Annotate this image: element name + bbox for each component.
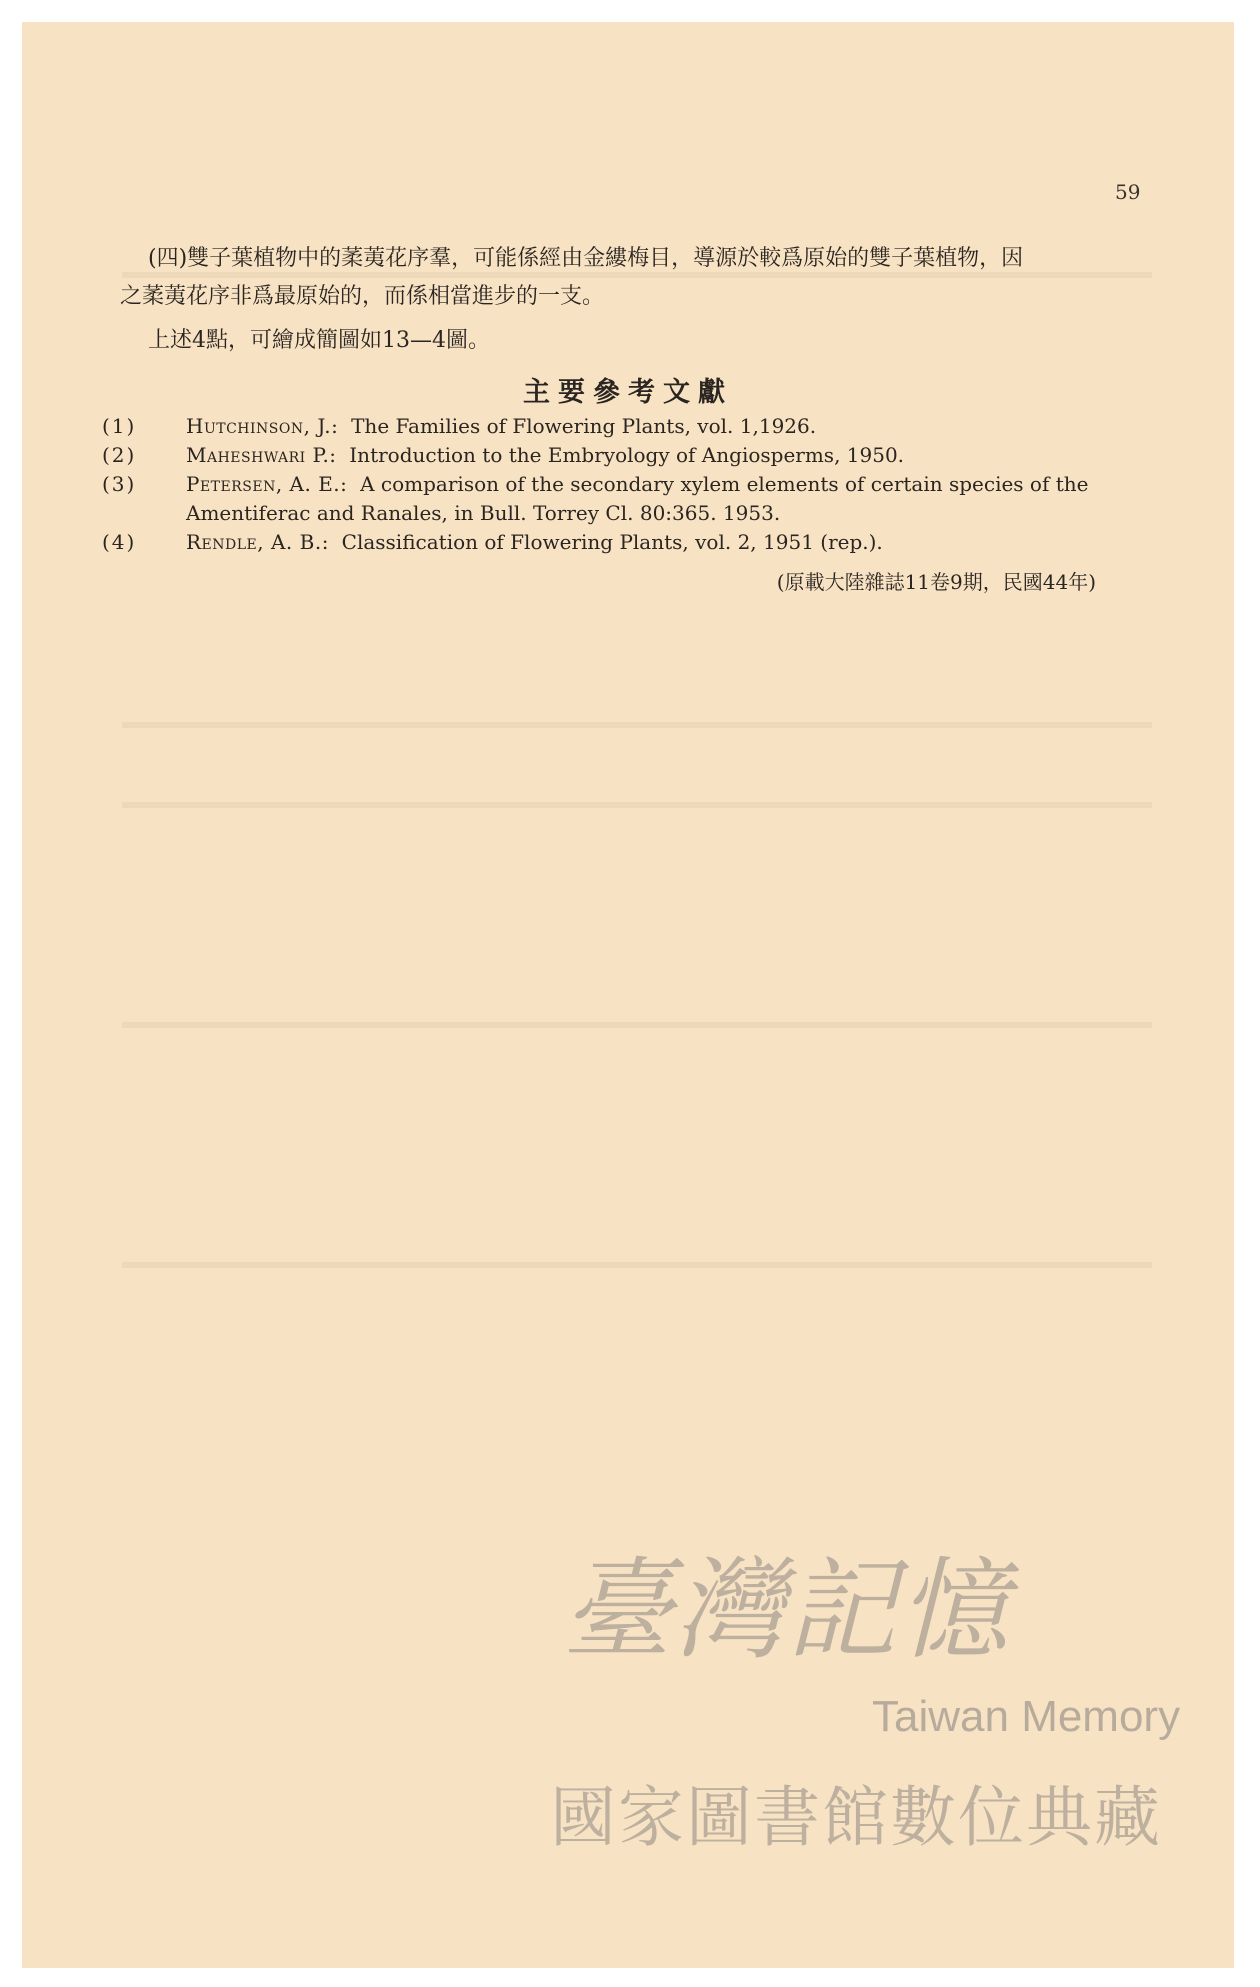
reference-item xyxy=(102,470,1182,528)
reference-number: (3) xyxy=(102,472,137,496)
bleed-through-line xyxy=(122,1262,1152,1268)
reference-author: Rendle, A. B.: xyxy=(186,530,329,554)
paragraph-summary: 上述4點，可繪成簡圖如13—4圖。 xyxy=(148,328,490,353)
reference-item xyxy=(102,412,1182,441)
bleed-through-line xyxy=(122,1022,1152,1028)
bleed-through-line xyxy=(122,802,1152,808)
watermark-subtitle: 國家圖書館數位典藏 xyxy=(550,1779,1162,1856)
page-number: 59 xyxy=(1115,180,1141,204)
reference-list xyxy=(102,412,1182,557)
paragraph-line: (四)雙子葉植物中的葇荑花序羣，可能係經由金縷梅目，導源於較爲原始的雙子葉植物，因 xyxy=(148,246,1024,271)
reference-number: (1) xyxy=(102,414,137,438)
reference-number: (4) xyxy=(102,530,137,554)
bleed-through-line xyxy=(122,722,1152,728)
paragraph-conclusion xyxy=(120,240,1188,316)
watermark-english: Taiwan Memory xyxy=(872,1692,1181,1741)
reference-number: (2) xyxy=(102,443,137,467)
reference-text: Introduction to the Embryology of Angiosperms, 1950. xyxy=(349,443,905,467)
document-page xyxy=(22,22,1234,1968)
reference-author: Hutchinson, J.: xyxy=(186,414,339,438)
paragraph-line: 之葇荑花序非爲最原始的，而係相當進步的一支。 xyxy=(120,284,605,309)
watermark-title: 臺灣記憶 xyxy=(562,1546,1010,1674)
reference-item xyxy=(102,528,1182,557)
reference-text: The Families of Flowering Plants, vol. 1,1926. xyxy=(351,414,817,438)
taiwan-memory-watermark xyxy=(542,1502,1222,1882)
reference-author: Petersen, A. E.: xyxy=(186,472,348,496)
source-note: (原載大陸雜誌11卷9期，民國44年) xyxy=(776,570,1096,594)
reference-author: Maheshwari P.: xyxy=(186,443,337,467)
reference-item xyxy=(102,441,1182,470)
references-heading: 主要參考文獻 xyxy=(523,377,733,408)
reference-text: Classification of Flowering Plants, vol. 2, 1951 (rep.). xyxy=(341,530,883,554)
reference-text: A comparison of the secondary xylem elements of certain species of the Amentiferac and Ranales, in Bull. Torrey Cl. 80:365. 1953. xyxy=(186,472,1089,525)
